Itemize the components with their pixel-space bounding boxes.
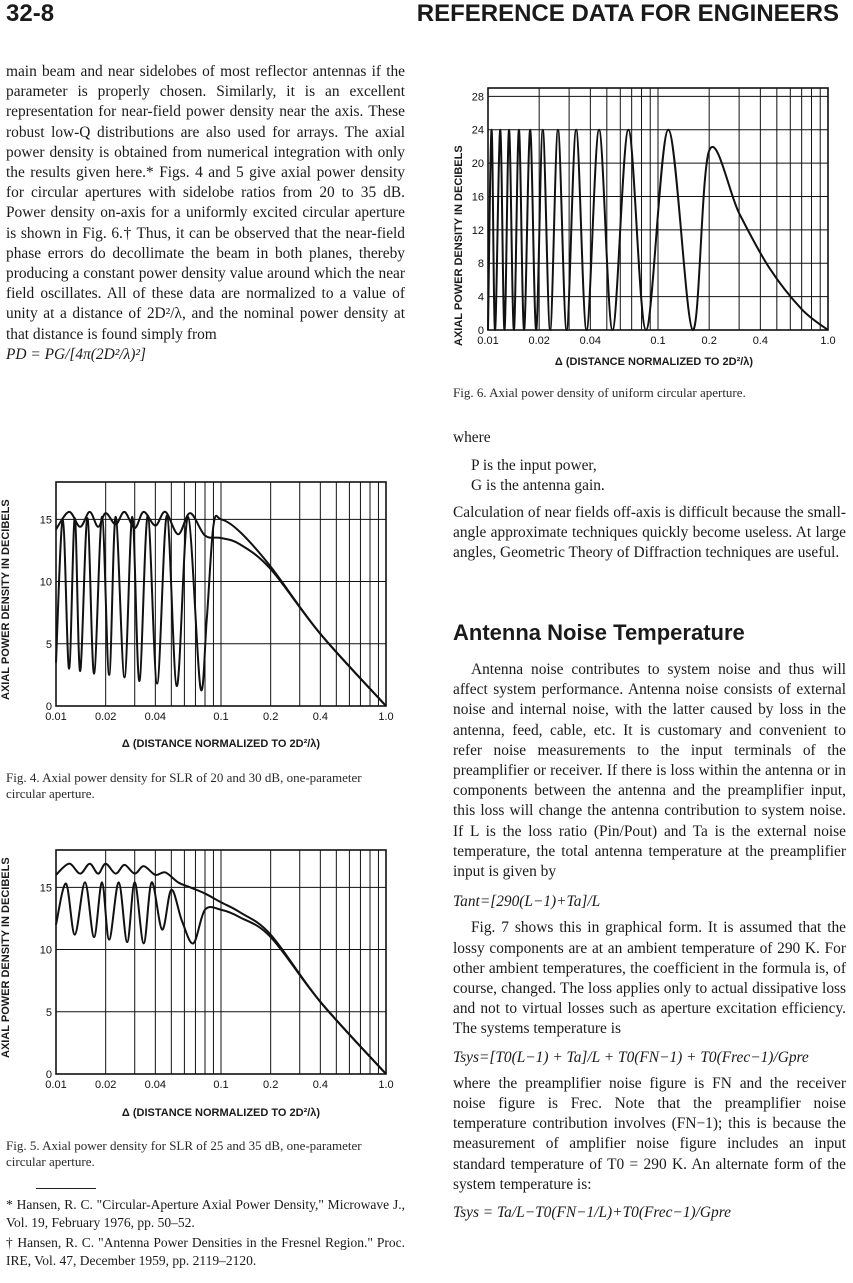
where-label: where: [453, 429, 491, 446]
fig6-xtick: 0.01: [477, 335, 499, 347]
noise-paragraph-3: where the preamplifier noise figure is FN and the receiver noise figure is Frec. Note that the preamplifier noise temperature contribution involves (FN−1); this is because the measurement of amplifier noise figure includes an input standard temperature of T0 = 290 K. An alternate form of the system temperature is:: [453, 1074, 846, 1193]
fig6-ytick: 12: [472, 224, 484, 237]
fig5-xtick: 0.02: [94, 1079, 117, 1088]
fig6-ytick: 20: [472, 158, 484, 171]
fig4-xtick: 0.4: [312, 711, 328, 720]
fig6-ylabel: AXIAL POWER DENSITY IN DECIBELS: [453, 145, 465, 346]
fig5-xtick: 0.04: [144, 1079, 167, 1088]
fig5-xtick: 0.01: [45, 1079, 67, 1088]
system-temp-formula: Tsys=[T0(L−1) + Ta]/L + T0(FN−1) + T0(Frec−1)/Gpre: [453, 1048, 809, 1066]
running-header: REFERENCE DATA FOR ENGINEERS: [416, 0, 839, 27]
fig4-xtick: 0.2: [263, 711, 279, 720]
fig6-chart: [472, 78, 842, 350]
fig6-ytick: 28: [472, 91, 484, 104]
antenna-temp-formula: Tant=[290(L−1)+Ta]/L: [453, 893, 601, 911]
fig6-xlabel: Δ (DISTANCE NORMALIZED TO 2D²/λ): [554, 356, 754, 368]
fig6-xtick: 0.1: [650, 335, 666, 347]
fig5-caption: Fig. 5. Axial power density for SLR of 25 and 35 dB, one-parameter circular aperture.: [6, 1138, 362, 1169]
noise-paragraph-1: Antenna noise contributes to system noise and thus will affect system performance. Antenna noise consists of external noise and internal noise, with the latter caused by loss in the antenna, feed, cable, etc. It is customary and convenient to refer noise measurements to the input terminals of the preamplifier or receiver. If there is loss within the antenna or in components between the antenna and the preamplifier input, this loss will change the antenna contribution to system noise. If L is the loss ratio (Pin/Pout) and Ta is the external noise temperature, the total antenna temperature at the preamplifier input is given by: [453, 661, 846, 881]
fig5-ytick: 5: [45, 1006, 52, 1019]
intro-paragraph: main beam and near sidelobes of most reflector antennas if the parameter is properly chosen. Similarly, it is an excellent representation for near-field power density near the axis. These robust low-Q distributions are also used for arrays. The axial power density is obtained from numerical integration with only the results given here.* Figs. 4 and 5 give axial power density for circular apertures with sidelobe ratios from 20 to 35 dB. Power density on-axis for a uniformly excited circular aperture is shown in Fig. 6.† Thus, it can be observed that the near-field phase errors do decollimate the beam in both planes, thereby producing a constant power density value around which the near field oscillates. All of these data are normalized to a value of unity at a distance of 2D²/λ, and the nominal power density at that distance is found simply from: [6, 63, 405, 343]
right-column: [453, 428, 846, 563]
fig4-caption: Fig. 4. Axial power density for SLR of 20 and 30 dB, one-parameter circular aperture.: [6, 770, 362, 801]
footnote-rule: [36, 1188, 96, 1189]
fig6-caption: Fig. 6. Axial power density of uniform circular aperture.: [453, 385, 746, 400]
fig5-xlabel: Δ (DISTANCE NORMALIZED TO 2D²/λ): [121, 1107, 321, 1119]
fig6-xtick: 0.4: [752, 335, 768, 347]
fig5-xtick: 0.4: [312, 1079, 328, 1088]
fig4-xtick: 1.0: [378, 711, 394, 720]
fig4-xtick: 0.1: [213, 711, 229, 720]
fig4-ytick: 10: [39, 576, 52, 589]
fig5-ytick: 15: [39, 882, 52, 895]
fig6-xtick: 0.02: [528, 335, 550, 347]
fig6-ytick: 16: [472, 191, 484, 204]
fig4-ylabel: AXIAL POWER DENSITY IN DECIBELS: [0, 499, 12, 700]
alternate-temp-formula: Tsys = Ta/L−T0(FN−1/L)+T0(Frec−1)/Gpre: [453, 1204, 731, 1222]
fig5-ytick: 10: [39, 944, 52, 957]
footnote-1: * Hansen, R. C. "Circular-Aperture Axial Power Density," Microwave J., Vol. 19, February 1976, pp. 50–52.: [6, 1197, 405, 1230]
power-density-formula: PD = PG/[4π(2D²/λ)²]: [6, 345, 147, 363]
fig5-xtick: 0.2: [263, 1079, 279, 1088]
fig6-ytick: 24: [472, 124, 484, 137]
fig4-xtick: 0.02: [94, 711, 117, 720]
fig6-xtick: 0.2: [701, 335, 717, 347]
fig5-chart: [22, 838, 402, 1088]
page-number: 32-8: [6, 0, 55, 27]
fig6-ytick: 4: [477, 291, 484, 304]
fig4-xtick: 0.04: [144, 711, 167, 720]
definition-g: G is the antenna gain.: [471, 477, 605, 495]
definition-p: P is the input power,: [471, 457, 597, 475]
footnote-2: † Hansen, R. C. "Antenna Power Densities in the Fresnel Region." Proc. IRE, Vol. 47, December 1959, pp. 2119–2120.: [6, 1235, 405, 1268]
section-heading: Antenna Noise Temperature: [453, 620, 745, 645]
fig4-ytick: 0: [45, 701, 52, 713]
fig5-xtick: 0.1: [213, 1079, 229, 1088]
left-column: [6, 62, 405, 365]
fig5-ylabel: AXIAL POWER DENSITY IN DECIBELS: [0, 857, 12, 1058]
fig5-xtick: 1.0: [378, 1079, 394, 1088]
fig6-ytick: 8: [477, 258, 484, 271]
noise-paragraph-2: Fig. 7 shows this in graphical form. It is assumed that the lossy components are at an ambient temperature of 290 K. For other ambient temperatures, the coefficient in the formula is, of course, changed. The loss applies only to actual dissipative loss and not to virtual losses such as aperture excitation efficiency. The systems temperature is: [453, 919, 846, 1038]
noise-text: [453, 660, 846, 1223]
fig4-ytick: 5: [45, 638, 52, 651]
fig6-xtick: 0.04: [579, 335, 602, 347]
fig6-ytick: 0: [477, 325, 484, 337]
fig4-chart: [22, 470, 402, 720]
definitions-list: [471, 456, 846, 496]
fig4-ytick: 15: [39, 514, 52, 527]
offaxis-paragraph: Calculation of near fields off-axis is difficult because the small-angle approximate techniques quickly become useless. At large angles, Geometric Theory of Diffraction techniques are useful.: [453, 503, 846, 562]
fig4-xtick: 0.01: [45, 711, 67, 720]
fig4-xlabel: Δ (DISTANCE NORMALIZED TO 2D²/λ): [121, 738, 321, 750]
fig6-xtick: 1.0: [820, 335, 836, 347]
fig5-ytick: 0: [45, 1069, 52, 1081]
